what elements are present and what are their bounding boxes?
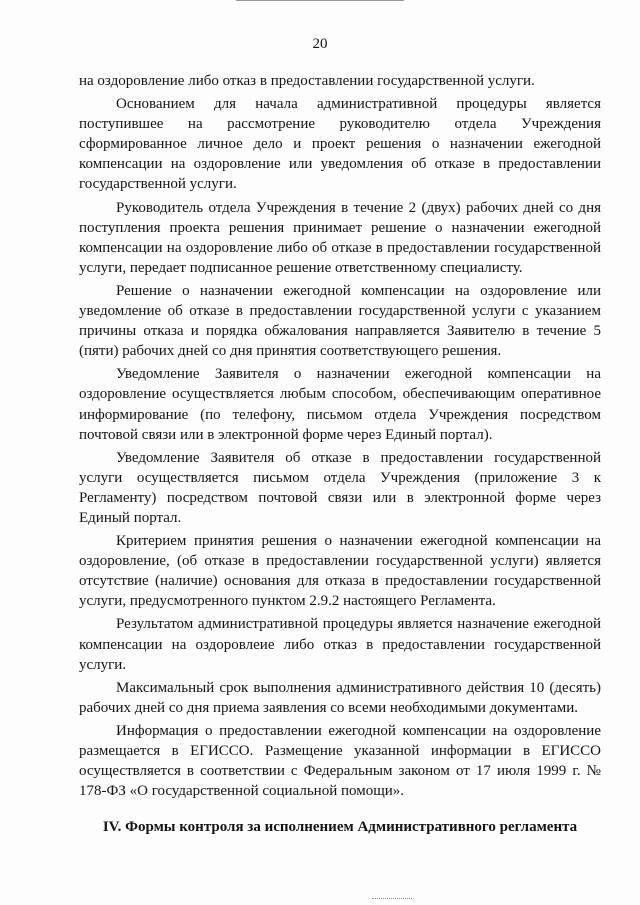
top-edge-rule [236,0,404,1]
section-heading: IV. Формы контроля за исполнением Административного регламента [102,819,578,836]
paragraph-criteria: Критерием принятия решения о назначении ежегодной компенсации на оздоровление, (об отказе в предоставлении государственной услуги) является отсутствие (наличие) основания для отказа в предоставлении государственной услуги, предусмотренного пунктом 2.9.2 настоящего Регламента. [79,533,601,610]
paragraph-continuation: на оздоровление либо отказ в предоставлении государственной услуги. [79,73,535,89]
paragraph-decision-sent: Решение о назначении ежегодной компенсации на оздоровление или уведомление об отказе в предоставлении государственной услуги с указанием причины отказа и порядка обжалования направляется Заявителю в течение 5 (пяти) рабочих дней со дня принятия соответствующего решения. [79,282,601,360]
paragraph-head-decision: Руководитель отдела Учреждения в течение 2 (двух) рабочих дней со дня поступления проекта решения принимает решение о назначении ежегодной компенсации на оздоровление либо об отказе в предоставлении государственной услуги, передает подписанное решение ответственному специалисту. [79,199,601,276]
paragraph-basis: Основанием для начала административной процедуры является поступившее на рассмотрение руководителю отдела Учреждения сформированное личное дело и проект решения о назначении ежегодной компенсации на оздоровление или уведомления об отказе в предоставлении государственной услуги. [79,96,601,193]
paragraph-egisso: Информация о предоставлении ежегодной компенсации на оздоровление размещается в ЕГИССО. Размещение указанной информации в ЕГИССО осуществляется в соответствии с Федеральным законом от 17 июля 1999 г. № 178-ФЗ «О государственной социальной помощи». [79,722,601,800]
paragraph-notification-refusal: Уведомление Заявителя об отказе в предоставлении государственной услуги осуществляется письмом отдела Учреждения (приложение 3 к Регламенту) посредством почтовой связи или в электронной форме через Единый портал. [79,449,601,526]
paragraph-notification-granted: Уведомление Заявителя о назначении ежегодной компенсации на оздоровление осуществляется любым способом, обеспечивающим оперативное информирование (по телефону, письмом отдела Учреждения посредством почтовой связи или в электронной форме через Единый портал). [79,366,601,443]
page-body [79,71,601,837]
page-number: 20 [312,36,328,52]
paragraph-max-term: Максимальный срок выполнения административного действия 10 (десять) рабочих дней со дня приема заявления со всеми необходимыми документами. [79,679,601,716]
paragraph-result: Результатом административной процедуры является назначение ежегодной компенсации на оздоровлеие либо отказ в предоставлении государственной услуги. [79,616,601,673]
bottom-edge-mark [372,898,412,901]
